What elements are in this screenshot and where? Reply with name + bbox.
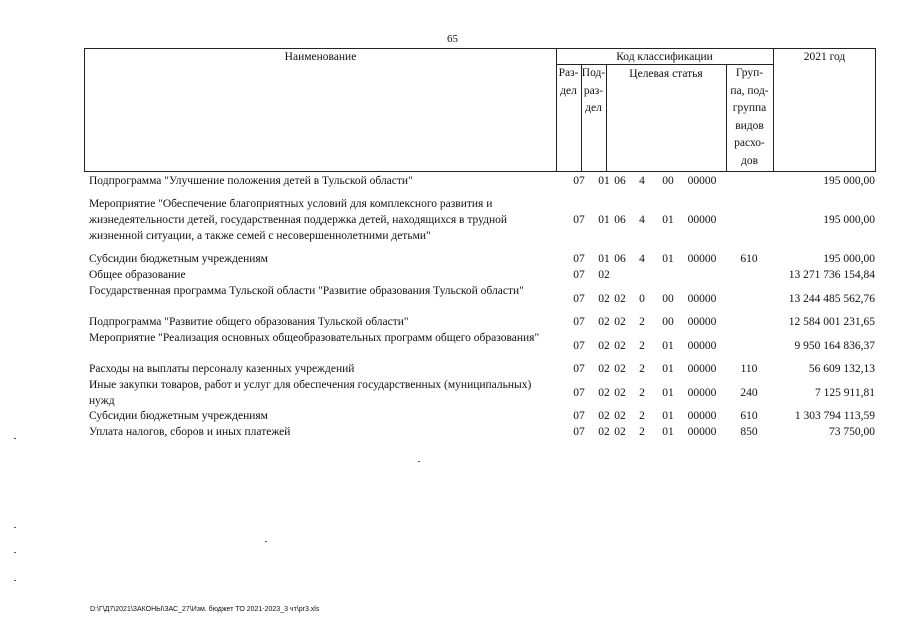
cell-target-direction: 00000 [687, 214, 717, 226]
table-row [0, 330, 905, 362]
table-row [0, 408, 905, 424]
table-row [0, 251, 905, 267]
cell-target-direction: 00000 [687, 363, 717, 375]
cell-amount: 195 000,00 [823, 214, 875, 226]
cell-target-subprogram: 0 [639, 293, 645, 305]
cell-amount: 1 303 794 113,59 [794, 410, 875, 422]
cell-target-program: 02 [614, 340, 626, 352]
cell-target-program: 06 [614, 175, 626, 187]
cell-podrazdel: 02 [598, 340, 610, 352]
cell-target-subprogram: 4 [639, 214, 645, 226]
header-section: Раз- дел [558, 67, 579, 97]
cell-amount: 195 000,00 [823, 175, 875, 187]
cell-target-program: 06 [614, 253, 626, 265]
cell-name: Подпрограмма "Улучшение положения детей в Тульской области" [89, 175, 413, 187]
cell-target-subprogram: 4 [639, 253, 645, 265]
cell-amount: 56 609 132,13 [808, 363, 875, 375]
cell-expense-type: 610 [740, 253, 758, 265]
table-row [0, 361, 905, 377]
cell-target-direction: 00000 [687, 426, 717, 438]
cell-razdel: 07 [573, 269, 585, 281]
table-row [0, 424, 905, 440]
cell-target-direction: 00000 [687, 410, 717, 422]
column-divider [773, 49, 774, 171]
cell-target-subprogram: 2 [639, 363, 645, 375]
cell-target-subprogram: 2 [639, 426, 645, 438]
cell-razdel: 07 [573, 214, 585, 226]
cell-podrazdel: 01 [598, 214, 610, 226]
cell-name: Субсидии бюджетным учреждениям [89, 253, 268, 265]
cell-target-event: 00 [662, 316, 674, 328]
cell-target-program: 02 [614, 387, 626, 399]
cell-name: Государственная программа Тульской области "Развитие образования Тульской области" [89, 285, 524, 297]
cell-amount: 73 750,00 [829, 426, 875, 438]
cell-target-event: 00 [662, 175, 674, 187]
cell-target-event: 01 [662, 426, 674, 438]
cell-expense-type: 110 [740, 363, 758, 375]
table-row [0, 267, 905, 283]
cell-podrazdel: 01 [598, 175, 610, 187]
cell-target-program: 02 [614, 316, 626, 328]
cell-target-program: 02 [614, 363, 626, 375]
cell-target-event: 01 [662, 410, 674, 422]
table-row [0, 196, 905, 244]
cell-razdel: 07 [573, 293, 585, 305]
cell-name: Иные закупки товаров, работ и услуг для обеспечения государственных (муниципальных) нужд [89, 379, 532, 407]
cell-name: Общее образование [89, 269, 186, 281]
cell-razdel: 07 [573, 363, 585, 375]
cell-amount: 9 950 164 836,37 [794, 340, 875, 352]
cell-name: Мероприятие "Реализация основных общеобразовательных программ общего образования" [89, 332, 540, 344]
header-classification: Код классификации [616, 51, 713, 63]
cell-razdel: 07 [573, 253, 585, 265]
cell-target-direction: 00000 [687, 387, 717, 399]
cell-target-subprogram: 2 [639, 340, 645, 352]
cell-target-program: 02 [614, 293, 626, 305]
cell-amount: 7 125 911,81 [815, 387, 875, 399]
cell-target-event: 01 [662, 363, 674, 375]
cell-podrazdel: 02 [598, 426, 610, 438]
page-number: 65 [447, 33, 458, 45]
cell-target-direction: 00000 [687, 253, 717, 265]
header-year: 2021 год [803, 51, 846, 63]
scan-speck [14, 527, 16, 528]
table-row [0, 314, 905, 330]
cell-podrazdel: 01 [598, 253, 610, 265]
cell-podrazdel: 02 [598, 316, 610, 328]
cell-expense-type: 240 [740, 387, 758, 399]
scan-speck [418, 461, 420, 462]
cell-target-direction: 00000 [687, 316, 717, 328]
cell-target-event: 00 [662, 293, 674, 305]
cell-target-subprogram: 2 [639, 316, 645, 328]
cell-expense-type: 610 [740, 410, 758, 422]
cell-target-direction: 00000 [687, 340, 717, 352]
cell-razdel: 07 [573, 316, 585, 328]
cell-name: Мероприятие "Обеспечение благоприятных условий для комплексного развития и жизнедеятельности детей, государственная поддержка детей, находящихся в трудной жизненной ситуации, а также семей с несовершеннолетними детьми" [89, 198, 508, 242]
cell-name: Уплата налогов, сборов и иных платежей [89, 426, 291, 438]
table-row [0, 377, 905, 409]
cell-target-event: 01 [662, 340, 674, 352]
cell-amount: 12 584 001 231,65 [788, 316, 875, 328]
cell-target-program: 06 [614, 214, 626, 226]
cell-target-event: 01 [662, 214, 674, 226]
cell-target-direction: 00000 [687, 293, 717, 305]
cell-target-subprogram: 2 [639, 410, 645, 422]
header-subsection: Под- раз- дел [581, 67, 606, 114]
cell-podrazdel: 02 [598, 387, 610, 399]
cell-podrazdel: 02 [598, 410, 610, 422]
cell-expense-type: 850 [740, 426, 758, 438]
cell-razdel: 07 [573, 410, 585, 422]
cell-razdel: 07 [573, 387, 585, 399]
header-target-article: Целевая статья [629, 68, 703, 80]
cell-target-program: 02 [614, 426, 626, 438]
cell-podrazdel: 02 [598, 363, 610, 375]
table-row [0, 173, 905, 189]
table-header [84, 48, 876, 172]
cell-name: Расходы на выплаты персоналу казенных учреждений [89, 363, 355, 375]
header-name: Наименование [284, 51, 357, 63]
cell-target-event: 01 [662, 253, 674, 265]
cell-amount: 13 271 736 154,84 [788, 269, 875, 281]
cell-target-subprogram: 2 [639, 387, 645, 399]
cell-razdel: 07 [573, 340, 585, 352]
cell-name: Субсидии бюджетным учреждениям [89, 410, 268, 422]
cell-amount: 13 244 485 562,76 [788, 293, 875, 305]
scan-speck [265, 541, 267, 542]
scan-speck [14, 438, 16, 439]
cell-podrazdel: 02 [598, 269, 610, 281]
cell-razdel: 07 [573, 175, 585, 187]
table-row [0, 283, 905, 315]
cell-target-direction: 00000 [687, 175, 717, 187]
file-path: D:\Г\Д7\2021\ЗАКОНЫ\ЗАС_27\Изм. бюджет ТО 2021-2023_3 чт\pr3.xls [90, 606, 320, 613]
cell-podrazdel: 02 [598, 293, 610, 305]
cell-target-program: 02 [614, 410, 626, 422]
cell-name: Подпрограмма "Развитие общего образования Тульской области" [89, 316, 409, 328]
scan-speck [14, 580, 16, 581]
cell-amount: 195 000,00 [823, 253, 875, 265]
cell-razdel: 07 [573, 426, 585, 438]
cell-target-subprogram: 4 [639, 175, 645, 187]
cell-target-event: 01 [662, 387, 674, 399]
header-group: Груп- па, под- группа видов расхо- дов [730, 67, 769, 167]
scan-speck [14, 552, 16, 553]
